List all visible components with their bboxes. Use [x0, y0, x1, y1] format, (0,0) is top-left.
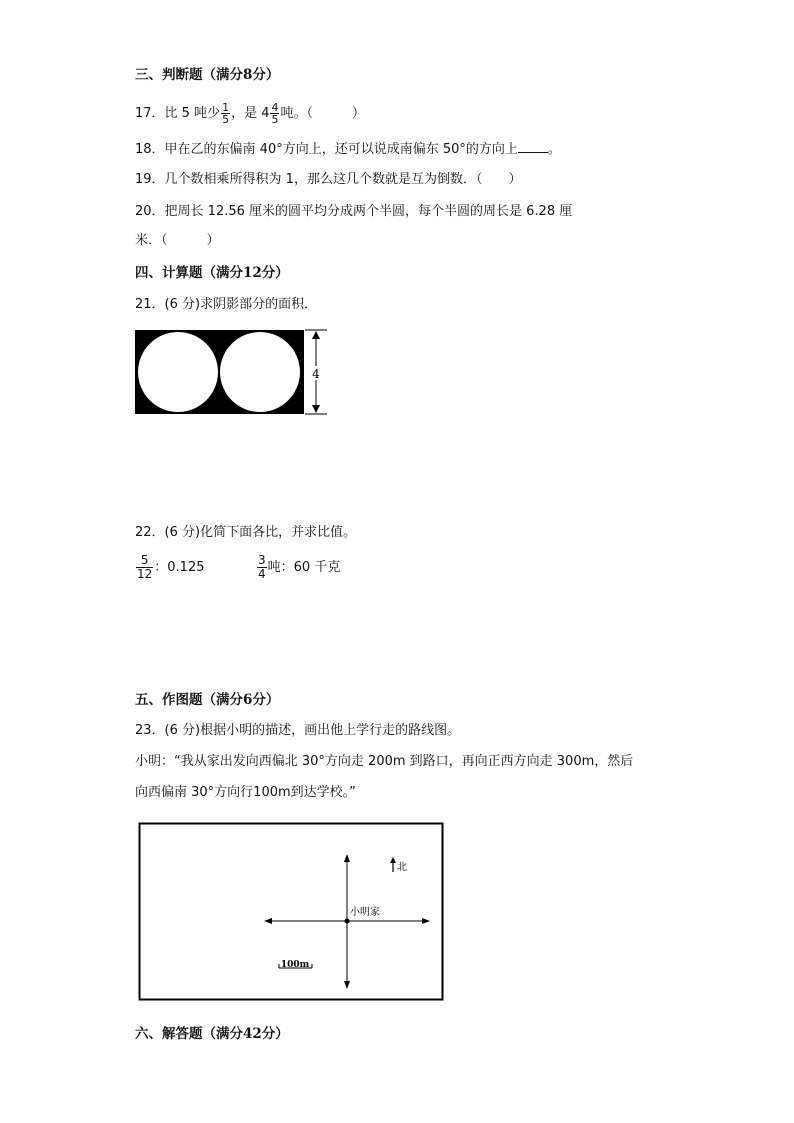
question-17 — [135, 102, 365, 125]
home-point — [345, 919, 350, 924]
q22a-rest: ：0.125 — [154, 560, 205, 575]
q17-suffix: 吨。（ ） — [280, 106, 365, 121]
question-19: 19．几个数相乘所得积为 1，那么这几个数就是互为倒数．（ ） — [135, 172, 522, 187]
q22-part-a — [135, 554, 205, 581]
question-22: 22．(6 分)化简下面各比，并求比值。 — [135, 525, 357, 540]
q17-fraction-1: $\frac{1}{5}$ — [222, 101, 230, 126]
quote-line-2: 向西偏南 30°方向行100m到达学校。” — [135, 785, 356, 800]
home-label: 小明家 — [350, 907, 380, 918]
q17-prefix: 17．比 5 吨少 — [135, 106, 221, 121]
question-23: 23．(6 分)根据小明的描述，画出他上学行走的路线图。 — [135, 723, 461, 738]
arrow-down-icon — [312, 405, 320, 413]
north-label: 北 — [397, 862, 407, 873]
q17-mid: ，是 4 — [231, 106, 270, 121]
left-circle — [138, 332, 218, 412]
map-frame — [140, 824, 443, 1000]
q18-answer-blank[interactable] — [518, 140, 548, 153]
scale-label: 100m — [280, 960, 310, 970]
question-21: 21．(6 分)求阴影部分的面积． — [135, 297, 318, 312]
shaded-area-figure — [133, 328, 333, 418]
question-18 — [135, 140, 561, 159]
q22b-fraction: $\frac{3}{4}$ — [258, 553, 266, 581]
section4-heading: 四、计算题（满分12分） — [135, 265, 289, 281]
dimension-label: 4 — [312, 367, 320, 381]
section5-heading: 五、作图题（满分6分） — [135, 692, 280, 708]
q17-fraction-2: $\frac{4}{5}$ — [271, 101, 279, 126]
question-20-line1: 20．把周长 12.56 厘米的圆平均分成两个半圆，每个半圆的周长是 6.28 厘 — [135, 204, 573, 219]
route-map — [138, 822, 446, 1004]
q22-part-b — [256, 554, 340, 581]
quote-line-1: 小明：“我从家出发向西偏北 30°方向走 200m 到路口，再向正西方向走 300m，然后 — [135, 754, 634, 769]
right-circle — [220, 332, 300, 412]
section3-heading: 三、判断题（满分8分） — [135, 67, 280, 83]
arrow-up-icon — [312, 331, 320, 339]
q22a-fraction: $\frac{5}{12}$ — [137, 553, 153, 581]
question-20-line2: 米．（ ） — [135, 233, 220, 248]
q22b-rest: 吨：60 千克 — [267, 560, 341, 575]
q18-end: 。 — [547, 142, 561, 157]
section6-heading: 六、解答题（满分42分） — [135, 1026, 289, 1042]
q18-text: 18．甲在乙的东偏南 40°方向上，还可以说成南偏东 50°的方向上 — [135, 142, 518, 157]
